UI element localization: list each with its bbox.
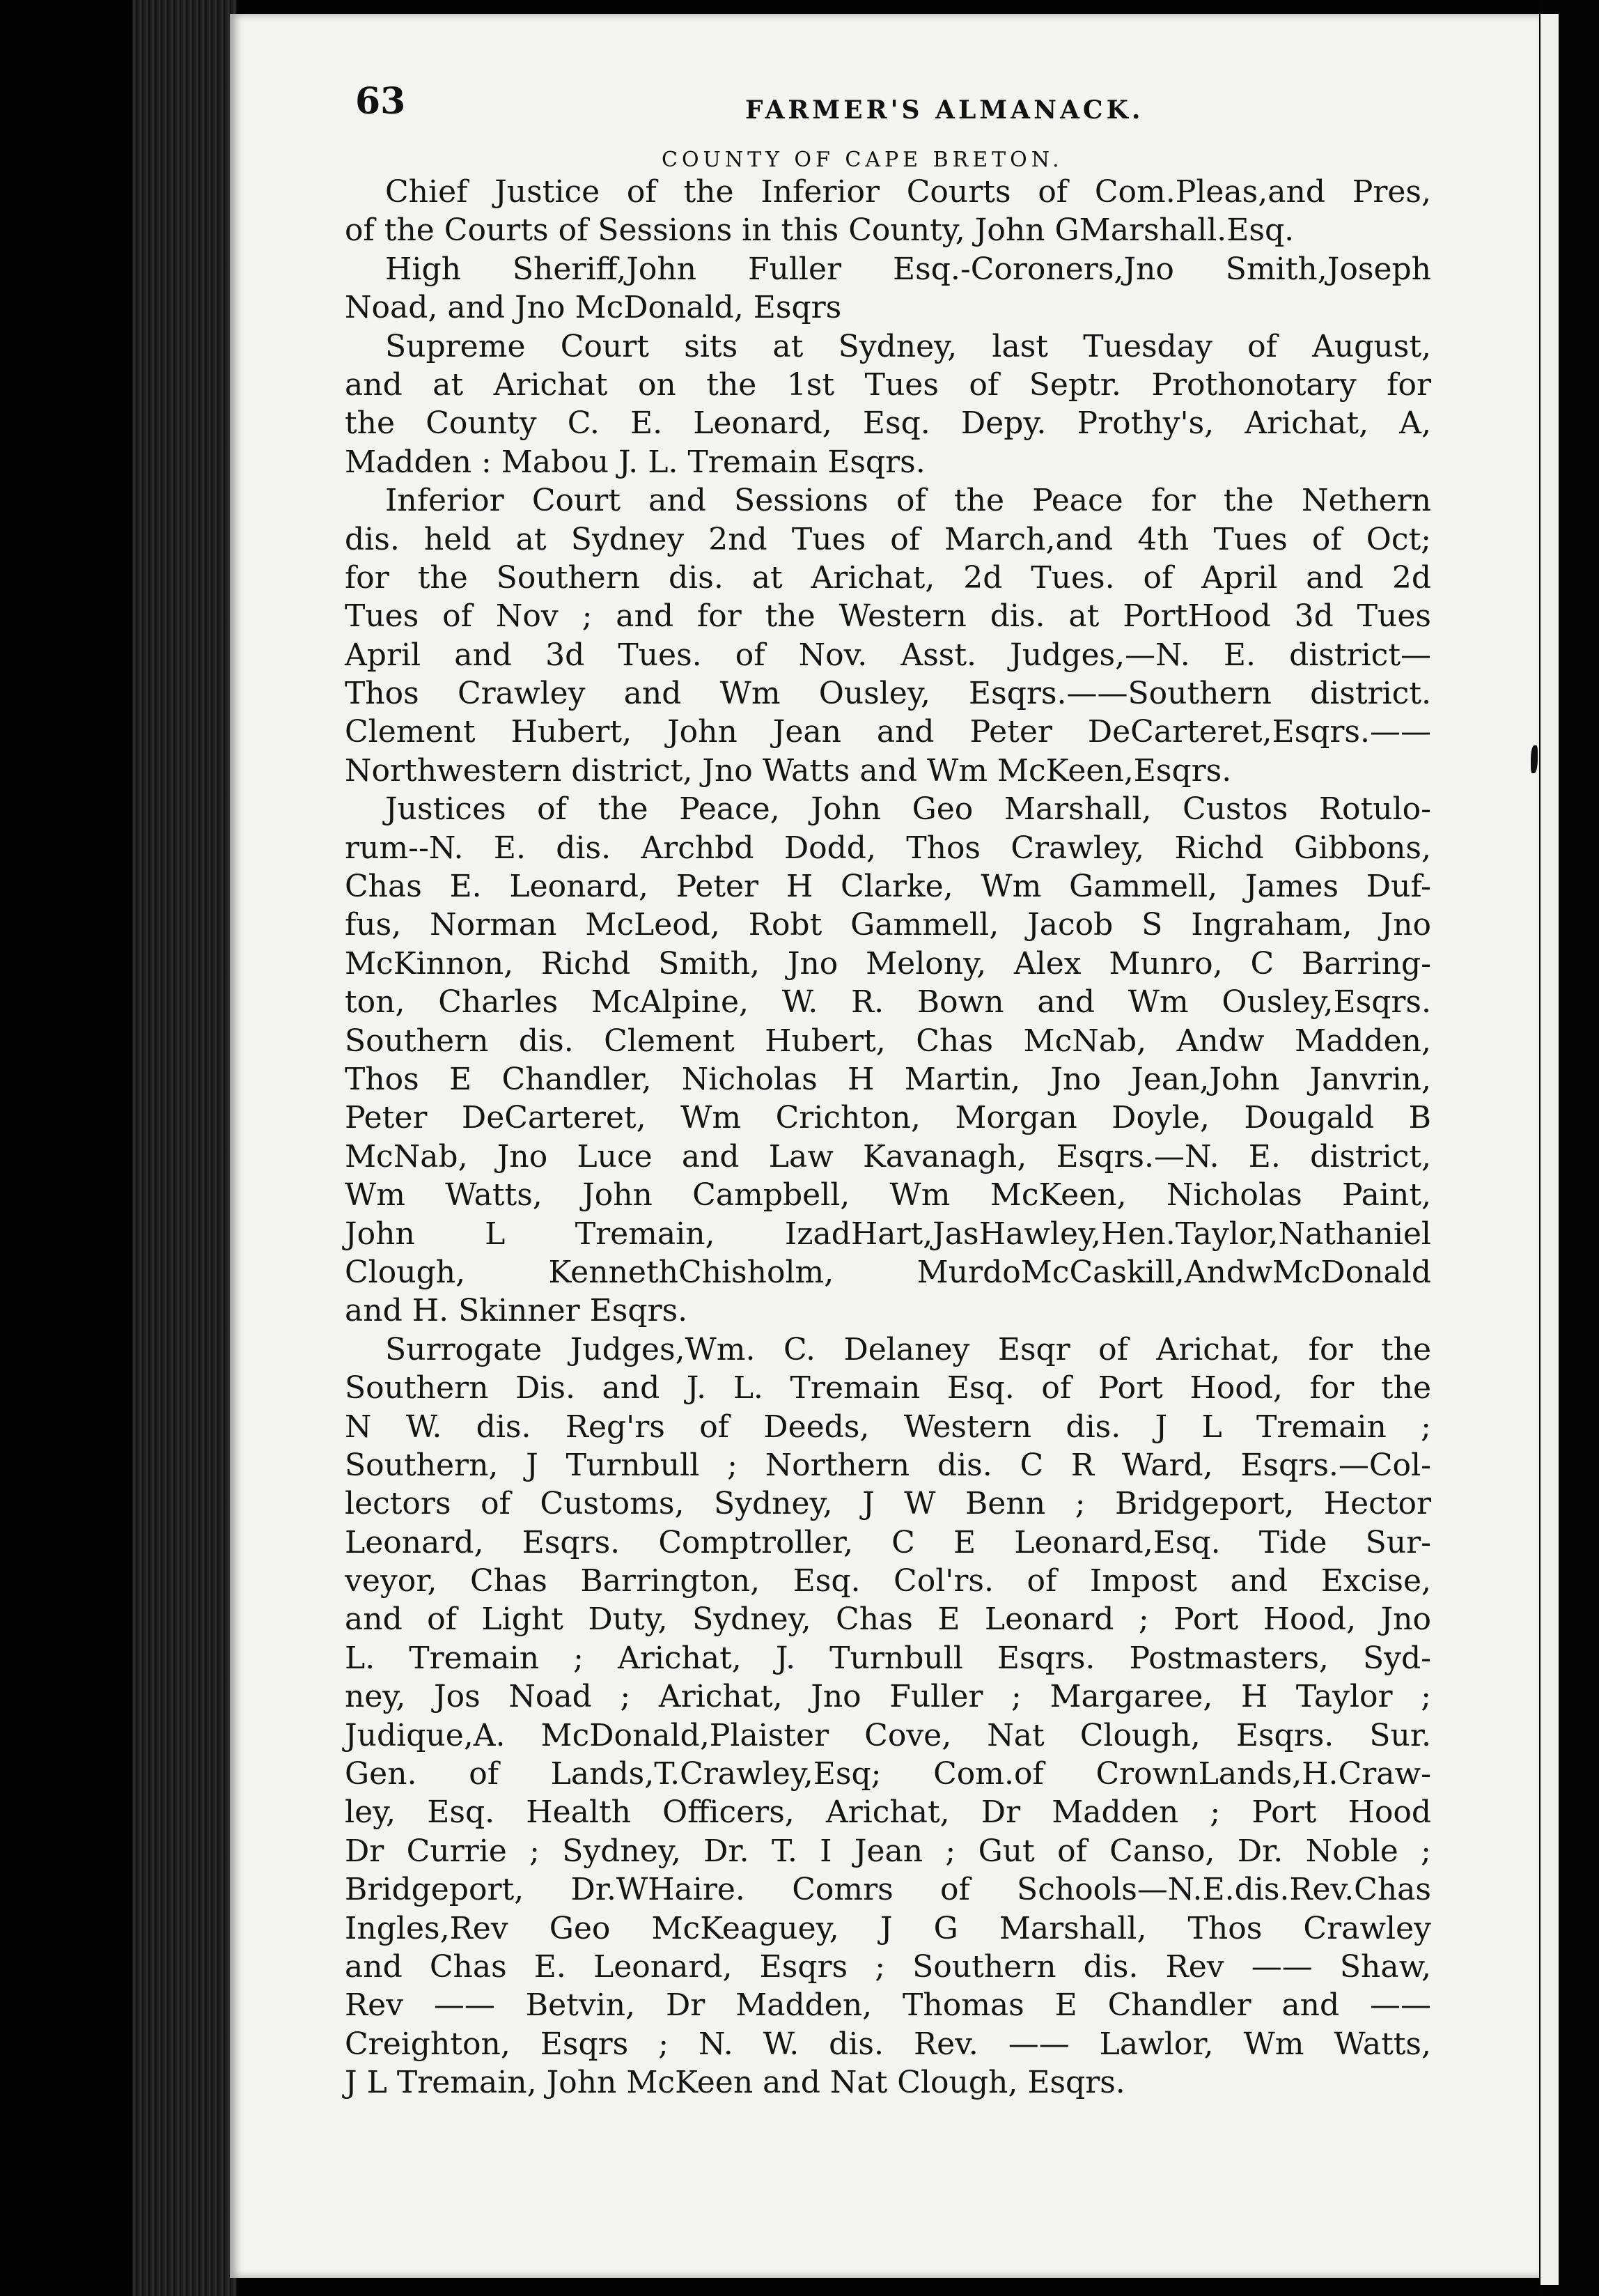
text-line: rum--N. E. dis. Archbd Dodd, Thos Crawley, Richd Gibbons,	[345, 830, 1431, 866]
text-line: Leonard, Esqrs. Comptroller, C E Leonard,Esq. Tide Sur-	[345, 1524, 1431, 1560]
text-line: and of Light Duty, Sydney, Chas E Leonard ; Port Hood, Jno	[345, 1601, 1431, 1638]
text-line: Wm Watts, John Campbell, Wm McKeen, Nicholas Paint,	[345, 1177, 1431, 1213]
running-title: FARMER'S ALMANACK.	[745, 95, 1144, 125]
text-line: Clough, KennethChisholm, MurdoMcCaskill,AndwMcDonald	[345, 1254, 1431, 1290]
page-number: 63	[355, 80, 406, 123]
text-line: fus, Norman McLeod, Robt Gammell, Jacob S Ingraham, Jno	[345, 907, 1431, 943]
text-line: Madden : Mabou J. L. Tremain Esqrs.	[345, 444, 926, 480]
text-line: and H. Skinner Esqrs.	[345, 1293, 688, 1329]
text-line: Ingles,Rev Geo McKeaguey, J G Marshall, Thos Crawley	[345, 1910, 1431, 1946]
text-line: Supreme Court sits at Sydney, last Tuesday of August,	[385, 328, 1431, 364]
paragraph	[345, 1331, 1431, 2102]
text-line: Southern dis. Clement Hubert, Chas McNab, Andw Madden,	[345, 1023, 1431, 1059]
paragraph	[345, 327, 1431, 482]
text-line: Clement Hubert, John Jean and Peter DeCarteret,Esqrs.——	[345, 714, 1431, 750]
text-line: Southern, J Turnbull ; Northern dis. C R Ward, Esqrs.—Col-	[345, 1447, 1431, 1483]
section-title: COUNTY OF CAPE BRETON.	[662, 148, 1063, 172]
paragraph	[345, 250, 1431, 327]
text-line: Tues of Nov ; and for the Western dis. at PortHood 3d Tues	[345, 598, 1431, 635]
text-line: John L Tremain, IzadHart,JasHawley,Hen.Taylor,Nathaniel	[345, 1216, 1431, 1252]
text-line: April and 3d Tues. of Nov. Asst. Judges,—N. E. district—	[345, 637, 1431, 673]
text-line: Thos E Chandler, Nicholas H Martin, Jno Jean,John Janvrin,	[345, 1061, 1431, 1097]
text-line: veyor, Chas Barrington, Esq. Col'rs. of Impost and Excise,	[345, 1563, 1431, 1599]
text-line: L. Tremain ; Arichat, J. Turnbull Esqrs. Postmasters, Syd-	[345, 1640, 1431, 1676]
text-line: Chief Justice of the Inferior Courts of Com.Pleas,and Pres,	[385, 174, 1431, 210]
text-line: Noad, and Jno McDonald, Esqrs	[345, 290, 842, 326]
text-line: McNab, Jno Luce and Law Kavanagh, Esqrs.—N. E. district,	[345, 1138, 1431, 1174]
text-line: Southern Dis. and J. L. Tremain Esq. of Port Hood, for the	[345, 1370, 1431, 1406]
text-line: ney, Jos Noad ; Arichat, Jno Fuller ; Margaree, H Taylor ;	[345, 1679, 1431, 1715]
text-line: the County C. E. Leonard, Esq. Depy. Prothy's, Arichat, A,	[345, 405, 1431, 442]
text-line: Bridgeport, Dr.WHaire. Comrs of Schools—N.E.dis.Rev.Chas	[345, 1872, 1431, 1908]
text-line: Thos Crawley and Wm Ousley, Esqrs.——Southern district.	[345, 676, 1431, 712]
text-line: N W. dis. Reg'rs of Deeds, Western dis. J L Tremain ;	[345, 1409, 1431, 1445]
text-line: Rev —— Betvin, Dr Madden, Thomas E Chandler and ——	[345, 1987, 1431, 2024]
text-line: Northwestern district, Jno Watts and Wm McKeen,Esqrs.	[345, 752, 1232, 789]
text-line: Dr Currie ; Sydney, Dr. T. I Jean ; Gut of Canso, Dr. Noble ;	[345, 1833, 1431, 1869]
text-line: ton, Charles McAlpine, W. R. Bown and Wm Ousley,Esqrs.	[345, 984, 1431, 1021]
text-line: Justices of the Peace, John Geo Marshall, Custos Rotulo-	[385, 791, 1431, 828]
text-line: dis. held at Sydney 2nd Tues of March,and 4th Tues of Oct;	[345, 521, 1431, 557]
text-line: Judique,A. McDonald,Plaister Cove, Nat Clough, Esqrs. Sur.	[345, 1717, 1431, 1753]
text-line: Creighton, Esqrs ; N. W. dis. Rev. —— Lawlor, Wm Watts,	[345, 2026, 1431, 2062]
text-line: for the Southern dis. at Arichat, 2d Tues. of April and 2d	[345, 559, 1431, 596]
text-line: Gen. of Lands,T.Crawley,Esq; Com.of CrownLands,H.Craw-	[345, 1756, 1431, 1792]
page-mark	[1531, 745, 1538, 773]
text-line: Peter DeCarteret, Wm Crichton, Morgan Doyle, Dougald B	[345, 1100, 1431, 1136]
facing-page-edge	[1540, 14, 1559, 2285]
running-head	[355, 80, 1442, 143]
paragraph	[345, 173, 1431, 250]
book-binding	[132, 0, 237, 2296]
text-line: J L Tremain, John McKeen and Nat Clough, Esqrs.	[345, 2065, 1125, 2101]
text-line: lectors of Customs, Sydney, J W Benn ; Bridgeport, Hector	[345, 1486, 1431, 1522]
text-line: Chas E. Leonard, Peter H Clarke, Wm Gammell, James Duf-	[345, 869, 1431, 905]
text-line: and at Arichat on the 1st Tues of Septr. Prothonotary for	[345, 366, 1431, 403]
text-line: and Chas E. Leonard, Esqrs ; Southern dis. Rev —— Shaw,	[345, 1948, 1431, 1985]
text-line: ley, Esq. Health Officers, Arichat, Dr Madden ; Port Hood	[345, 1794, 1431, 1831]
text-line: of the Courts of Sessions in this County, John GMarshall.Esq.	[345, 212, 1295, 249]
paragraph	[345, 790, 1431, 1330]
text-line: Inferior Court and Sessions of the Peace for the Nethern	[385, 483, 1431, 519]
body-text	[345, 173, 1431, 2102]
text-line: Surrogate Judges,Wm. C. Delaney Esqr of Arichat, for the	[385, 1331, 1431, 1367]
text-line: McKinnon, Richd Smith, Jno Melony, Alex Munro, C Barring-	[345, 945, 1431, 982]
text-line: High Sheriff,John Fuller Esq.-Coroners,Jno Smith,Joseph	[385, 251, 1431, 287]
paragraph	[345, 481, 1431, 790]
